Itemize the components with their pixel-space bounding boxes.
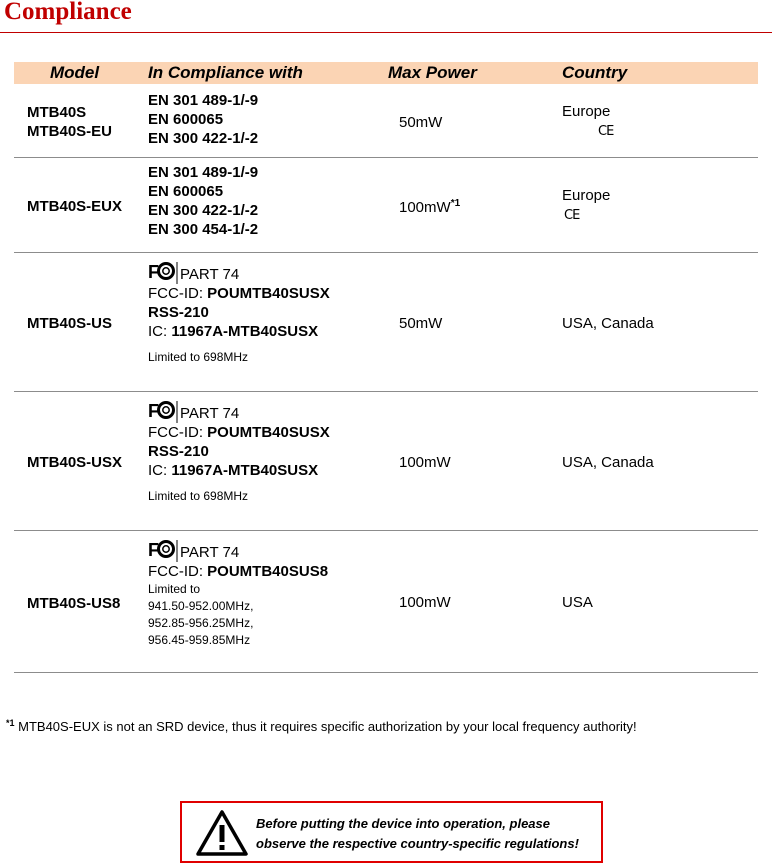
footnote-ref: *1 bbox=[450, 198, 461, 209]
country-name: USA, Canada bbox=[562, 315, 654, 332]
footnote bbox=[6, 718, 637, 734]
fcc-part-line bbox=[148, 538, 328, 562]
fcc-logo-icon bbox=[148, 260, 178, 284]
max-power: 100mW bbox=[399, 594, 451, 611]
model-name: MTB40S bbox=[27, 104, 87, 121]
warning-text bbox=[256, 814, 579, 854]
fcc-id-line bbox=[148, 562, 328, 581]
fcc-id-value: POUMTB40SUSX bbox=[207, 424, 330, 441]
standards-cell bbox=[148, 538, 328, 649]
standard: EN 300 422-1/-2 bbox=[148, 202, 259, 219]
part-label: PART 74 bbox=[180, 266, 240, 283]
ic-label: IC: bbox=[148, 462, 172, 479]
max-power: 50mW bbox=[399, 114, 443, 131]
ic-value: 11967A-MTB40SUSX bbox=[171, 323, 319, 340]
ce-mark-icon: CE bbox=[598, 124, 614, 139]
table-row bbox=[14, 86, 758, 158]
power-value: 100mW bbox=[399, 199, 451, 216]
max-power: 100mW bbox=[399, 454, 451, 471]
standard: EN 600065 bbox=[148, 111, 224, 128]
country-name: USA, Canada bbox=[562, 454, 654, 471]
table-row bbox=[14, 158, 758, 253]
page-title: Compliance bbox=[4, 0, 132, 25]
footnote-marker: *1 bbox=[6, 718, 15, 728]
max-power bbox=[399, 198, 460, 216]
svg-text:F: F bbox=[148, 262, 159, 282]
standards-cell bbox=[148, 91, 258, 148]
ic-line bbox=[148, 461, 330, 480]
ic-line bbox=[148, 322, 330, 341]
country-cell bbox=[562, 102, 613, 142]
frequency-limit: Limited to bbox=[148, 582, 201, 596]
svg-text:F: F bbox=[148, 401, 159, 421]
standard: EN 300 422-1/-2 bbox=[148, 130, 259, 147]
header-compliance: In Compliance with bbox=[148, 63, 303, 82]
standard: EN 301 489-1/-9 bbox=[148, 92, 259, 109]
header-country: Country bbox=[562, 63, 628, 82]
warning-triangle-icon bbox=[196, 809, 248, 857]
country-name: Europe bbox=[562, 187, 611, 204]
warning-line: observe the respective country-specific regulations! bbox=[256, 836, 579, 851]
rss-standard: RSS-210 bbox=[148, 443, 209, 460]
ic-label: IC: bbox=[148, 323, 172, 340]
frequency-limit: 956.45-959.85MHz bbox=[148, 633, 251, 647]
country-name: USA bbox=[562, 594, 593, 611]
standards-cell bbox=[148, 163, 258, 239]
fcc-id-value: POUMTB40SUSX bbox=[207, 285, 330, 302]
fcc-logo-icon bbox=[148, 399, 178, 423]
model-cell bbox=[27, 103, 112, 141]
country-name: Europe bbox=[562, 103, 611, 120]
standard: EN 300 454-1/-2 bbox=[148, 221, 259, 238]
max-power: 50mW bbox=[399, 315, 443, 332]
header-model: Model bbox=[50, 63, 100, 82]
frequency-limit: Limited to 698MHz bbox=[148, 350, 249, 364]
fcc-logo-icon bbox=[148, 538, 178, 562]
model-name: MTB40S-US8 bbox=[27, 595, 121, 612]
svg-text:F: F bbox=[148, 540, 159, 560]
table-row bbox=[14, 392, 758, 531]
frequency-limit: 952.85-956.25MHz, bbox=[148, 616, 254, 630]
header-power: Max Power bbox=[388, 63, 477, 82]
fcc-id-value: POUMTB40SUS8 bbox=[207, 563, 329, 580]
footnote-text: MTB40S-EUX is not an SRD device, thus it requires specific authorization by your local frequency authority! bbox=[14, 719, 637, 734]
model-name: MTB40S-USX bbox=[27, 454, 123, 471]
standard: EN 600065 bbox=[148, 183, 224, 200]
warning-line: Before putting the device into operation, please bbox=[256, 816, 550, 831]
part-label: PART 74 bbox=[180, 405, 240, 422]
fcc-id-label: FCC-ID: bbox=[148, 563, 208, 580]
table-row bbox=[14, 253, 758, 392]
standards-cell bbox=[148, 260, 330, 365]
rss-standard: RSS-210 bbox=[148, 304, 209, 321]
ic-value: 11967A-MTB40SUSX bbox=[171, 462, 319, 479]
table-header bbox=[14, 62, 758, 84]
standard: EN 301 489-1/-9 bbox=[148, 164, 259, 181]
frequency-limit: 941.50-952.00MHz, bbox=[148, 599, 254, 613]
fcc-part-line bbox=[148, 260, 330, 284]
fcc-part-line bbox=[148, 399, 330, 423]
table-row bbox=[14, 531, 758, 673]
country-cell bbox=[562, 186, 610, 226]
model-name: MTB40S-EUX bbox=[27, 198, 123, 215]
frequency-limit: Limited to 698MHz bbox=[148, 489, 249, 503]
part-label: PART 74 bbox=[180, 544, 240, 561]
warning-box bbox=[180, 801, 603, 863]
model-name: MTB40S-US bbox=[27, 315, 113, 332]
title-rule bbox=[0, 32, 772, 33]
fcc-id-line bbox=[148, 284, 330, 303]
standards-cell bbox=[148, 399, 330, 504]
frequency-limits bbox=[148, 581, 328, 649]
fcc-id-label: FCC-ID: bbox=[148, 424, 208, 441]
fcc-id-label: FCC-ID: bbox=[148, 285, 208, 302]
ce-mark-icon: CE bbox=[564, 208, 580, 223]
fcc-id-line bbox=[148, 423, 330, 442]
model-name: MTB40S-EU bbox=[27, 123, 113, 140]
